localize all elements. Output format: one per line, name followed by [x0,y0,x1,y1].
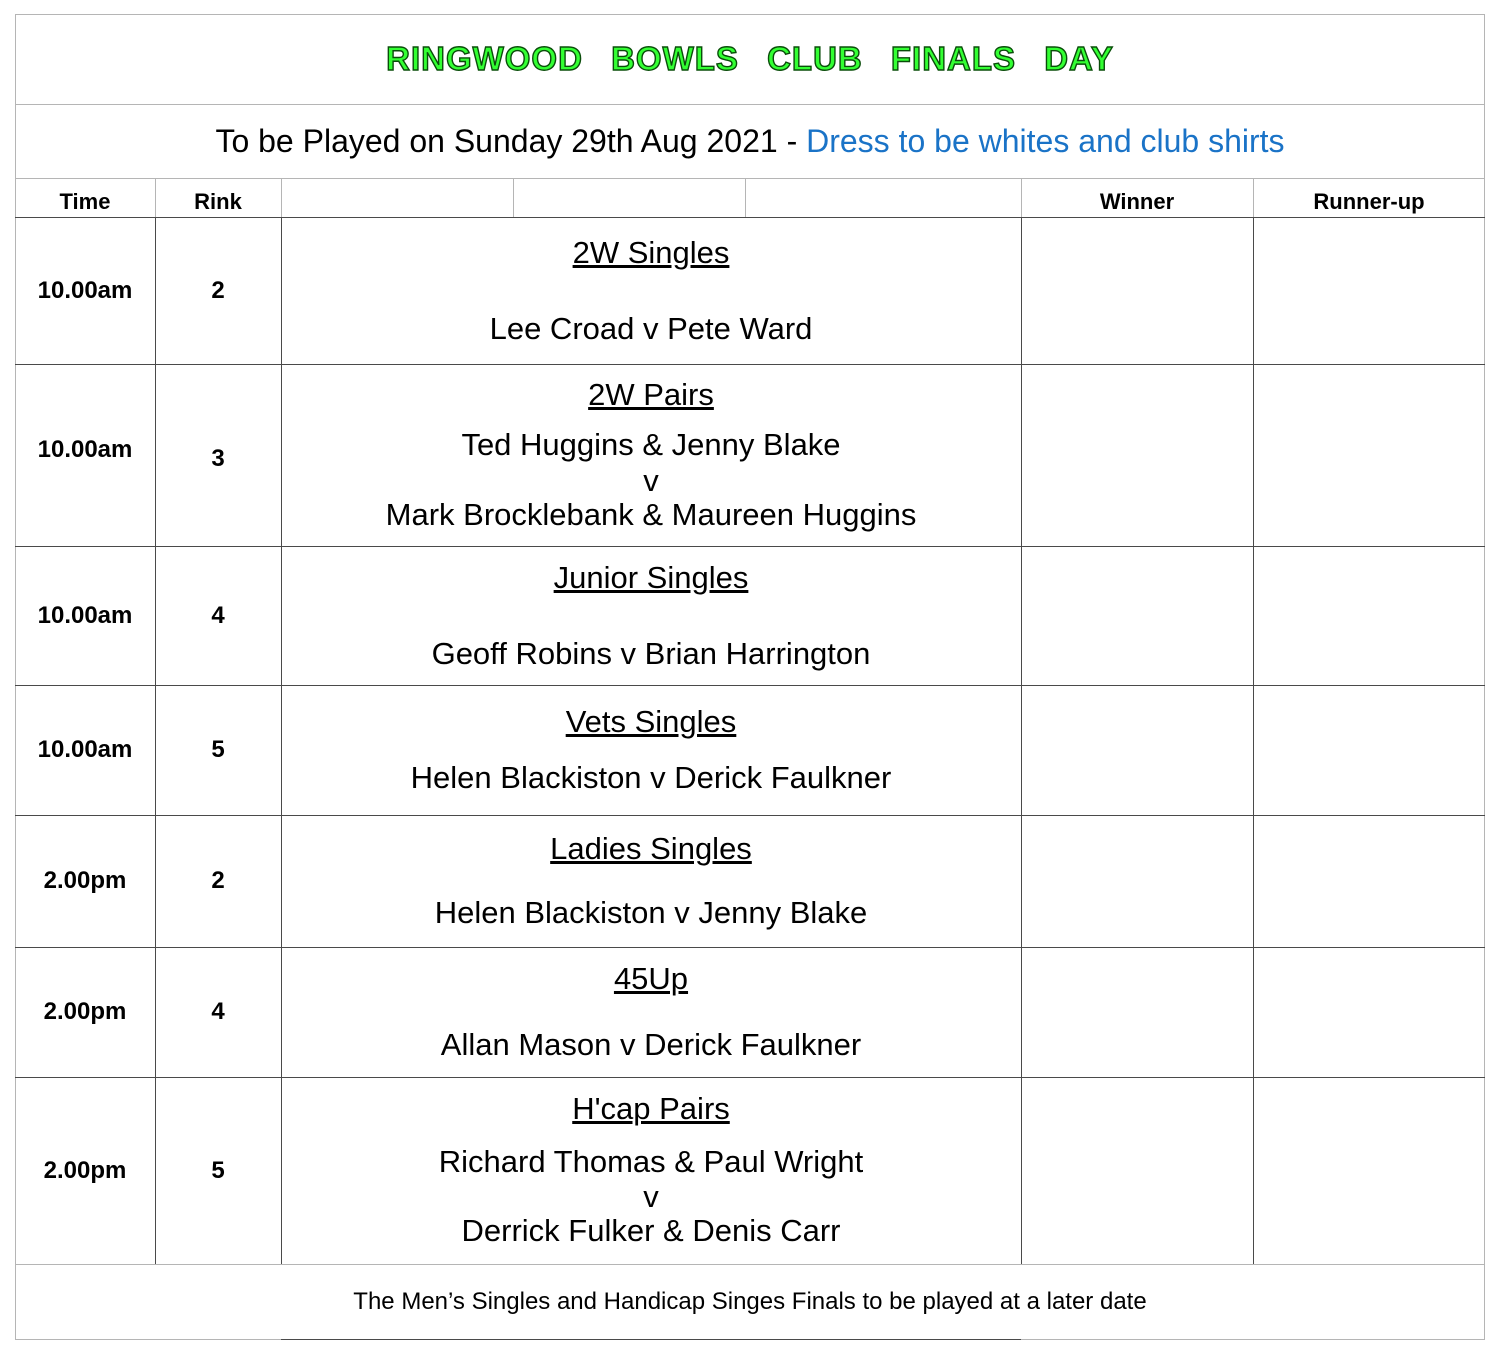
grid-line [513,178,514,217]
event-name: H'cap Pairs [572,1091,730,1127]
match-players: Helen Blackiston v Derick Faulkner [410,760,892,795]
dress-code: Dress to be whites and club shirts [806,122,1285,159]
match-players: Helen Blackiston v Jenny Blake [434,895,868,930]
match-details [281,1077,1021,1264]
grid-line [281,178,282,217]
match-details [281,947,1021,1077]
match-details [281,815,1021,947]
match-time: 10.00am [37,436,133,463]
versus: v [643,462,659,498]
event-name: 45Up [613,961,689,997]
match-players: Ted Huggins & Jenny Blake [461,427,841,463]
header-winner: Winner [1099,189,1175,214]
match-players: Richard Thomas & Paul Wright [438,1143,864,1179]
match-rink: 5 [211,736,225,763]
grid-line [1253,217,1254,1264]
match-time: 10.00am [37,601,133,629]
match-rink: 2 [211,867,225,894]
grid-line [1021,217,1022,1264]
match-rink: 4 [211,998,225,1025]
match-details [281,546,1021,685]
match-rink: 4 [211,601,225,629]
match-rink: 2 [211,276,225,304]
match-players: Lee Croad v Pete Ward [489,310,813,346]
event-name: Vets Singles [565,704,737,740]
header-time: Time [59,189,111,214]
subtitle-prefix: To be Played on Sunday 29th Aug 2021 - [215,122,807,159]
match-time: 2.00pm [43,998,127,1025]
match-players: Derrick Fulker & Denis Carr [461,1213,841,1249]
page-title: RINGWOOD BOWLS CLUB FINALS DAY [386,40,1114,77]
header-runner-up: Runner-up [1313,189,1425,214]
match-players: Allan Mason v Derick Faulkner [440,1027,862,1062]
versus: v [643,1179,659,1215]
match-time: 10.00am [37,736,133,763]
event-name: 2W Singles [572,234,730,270]
match-rink: 5 [211,1156,225,1184]
subtitle [15,104,1485,178]
footer-note: The Men’s Singles and Handicap Singes Finals to be played at a later date [353,1288,1147,1315]
match-time: 2.00pm [43,867,127,894]
match-details [281,685,1021,815]
event-name: Junior Singles [553,559,749,595]
event-name: 2W Pairs [588,376,714,412]
match-time: 10.00am [37,276,133,304]
grid-line [745,178,746,217]
event-name: Ladies Singles [550,831,752,867]
match-players: Geoff Robins v Brian Harrington [431,635,871,671]
match-details [281,364,1021,546]
match-details [281,217,1021,364]
match-players: Mark Brocklebank & Maureen Huggins [385,496,917,532]
match-time: 2.00pm [43,1156,127,1184]
header-rink: Rink [194,189,242,214]
match-rink: 3 [211,445,225,472]
